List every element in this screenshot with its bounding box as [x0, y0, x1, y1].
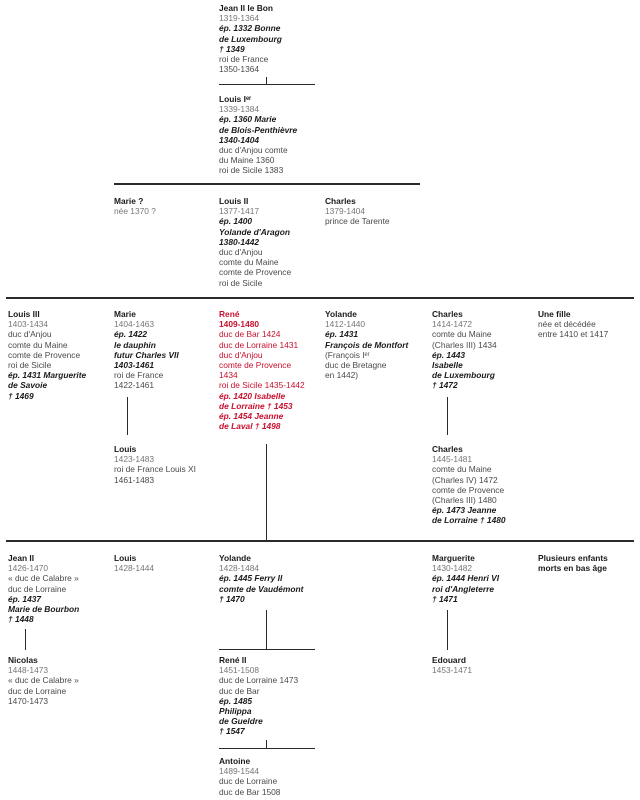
connector-rene-children	[266, 444, 267, 540]
person-line-spouse: François de Montfort	[325, 339, 409, 350]
person-line-title: duc de Lorraine 1473	[219, 675, 299, 686]
person-line-title: roi de France Louis XI	[114, 464, 196, 475]
person-louis-ii	[219, 196, 291, 288]
person-line-title: comte de Provence	[219, 360, 292, 371]
person-rene-ii	[219, 655, 298, 737]
person-line-dates: 1423-1483	[114, 454, 155, 465]
person-line-name: Edouard	[432, 655, 466, 665]
person-line-title: « duc de Calabre »	[8, 675, 79, 686]
person-line-title: comte du Maine	[219, 257, 279, 268]
person-line-spouse: ép. 1400	[219, 216, 253, 227]
person-line-title: roi de Sicile	[219, 277, 263, 288]
person-nicolas	[8, 655, 79, 706]
generation-line-2	[114, 183, 420, 185]
person-line-spouse: Isabelle	[432, 360, 463, 371]
person-line-name: Yolande	[325, 309, 357, 319]
person-line-spouse: de Blois-Penthièvre	[219, 124, 298, 135]
person-line-name: Louis II	[219, 196, 249, 206]
person-line-spouse: ép. 1420 Isabelle	[219, 390, 286, 401]
connector-yolande-rene2	[266, 610, 267, 650]
person-line-spouse: † 1448	[8, 614, 34, 625]
person-louis-iii	[8, 309, 86, 401]
person-line-title: née et décédée	[538, 319, 596, 330]
person-line-name: Nicolas	[8, 655, 38, 665]
person-line-dates: 1412-1440	[325, 319, 366, 330]
person-line-dates: 1445-1481	[432, 454, 473, 465]
person-line-title: « duc de Calabre »	[8, 573, 79, 584]
generation-line-4	[6, 540, 634, 542]
person-line-title: duc de Lorraine	[8, 583, 67, 594]
person-charles-comte-du-maine	[432, 309, 497, 391]
person-jean-ii-de-lorraine	[8, 553, 79, 624]
person-line-spouse: 1380-1442	[219, 236, 260, 247]
person-line-dates: 1426-1470	[8, 563, 49, 574]
person-line-spouse: de Luxembourg	[219, 33, 282, 44]
person-line-dates: 1404-1463	[114, 319, 155, 330]
person-line-spouse: de Gueldre	[219, 716, 263, 727]
person-line-spouse: ép. 1437	[8, 593, 42, 604]
connector-rene2-antoine	[266, 740, 267, 748]
person-louis-xi	[114, 444, 196, 485]
person-line-name: Louis	[114, 553, 137, 563]
person-line-spouse: † 1547	[219, 726, 245, 737]
connector-jean-louis	[219, 84, 315, 85]
person-line-spouse: ép. 1444 Henri VI	[432, 573, 500, 584]
person-line-dates: 1319-1364	[219, 13, 260, 24]
person-line-spouse: Philippa	[219, 706, 252, 717]
person-line-name: Antoine	[219, 756, 251, 766]
person-line-title: duc d'Anjou comte	[219, 145, 288, 156]
person-line-spouse: 1340-1404	[219, 134, 260, 145]
connector-yolande-rene2-h	[219, 649, 315, 650]
person-line-dates: 1451-1508	[219, 665, 260, 676]
person-line-title: 1461-1483	[114, 474, 155, 485]
person-jean-ii-le-bon	[219, 3, 282, 74]
person-line-dates: 1414-1472	[432, 319, 473, 330]
person-line-dates: née 1370 ?	[114, 206, 156, 217]
person-line-title: comte du Maine	[432, 464, 492, 475]
person-line-name: Louis	[114, 444, 137, 454]
person-rene-highlighted	[219, 309, 305, 431]
person-line-spouse: de Luxembourg	[432, 370, 495, 381]
person-line-spouse: † 1469	[8, 390, 34, 401]
person-line-title: (Charles III) 1434	[432, 339, 497, 350]
person-line-spouse: futur Charles VII	[114, 349, 179, 360]
person-line-spouse: Yolande d'Aragon	[219, 226, 291, 237]
person-line-spouse: de Lorraine † 1480	[432, 515, 506, 526]
person-line-spouse: ép. 1445 Ferry II	[219, 573, 283, 584]
person-line-title: roi de Sicile 1383	[219, 165, 284, 176]
person-line-dates: 1448-1473	[8, 665, 49, 676]
person-yolande-de-bretagne	[325, 309, 408, 380]
person-line-dates: 1403-1434	[8, 319, 49, 330]
person-line-title: comte de Provence	[8, 349, 81, 360]
person-line-name: Yolande	[219, 553, 251, 563]
person-louis-1428	[114, 553, 154, 573]
person-line-title: comte du Maine	[8, 339, 68, 350]
person-antoine	[219, 756, 280, 797]
person-line-name: Jean II	[8, 553, 35, 563]
person-line-spouse: ép. 1360 Marie	[219, 114, 277, 125]
person-line-dates: 1428-1444	[114, 563, 155, 574]
person-line-name: Louis III	[8, 309, 40, 319]
person-line-spouse: de Lorraine † 1453	[219, 400, 293, 411]
person-line-dates: 1489-1544	[219, 766, 260, 777]
person-line-title: roi de Sicile	[8, 360, 52, 371]
connector-rene2-antoine-h	[219, 748, 315, 749]
person-line-spouse: le dauphin	[114, 339, 156, 350]
person-line-name: 1409-1480	[219, 319, 260, 330]
person-line-title: duc de Bar	[219, 685, 260, 696]
note-plusieurs-enfants	[538, 553, 608, 573]
person-line-spouse: ép. 1473 Jeanne	[432, 505, 497, 516]
person-line-name: René II	[219, 655, 247, 665]
person-line-spouse: ép. 1431	[325, 329, 359, 340]
person-line-name: Louis Iᵉʳ	[219, 94, 252, 104]
person-line-name: Une fille	[538, 309, 571, 319]
person-line-spouse: ép. 1485	[219, 695, 253, 706]
person-line-spouse: ép. 1332 Bonne	[219, 23, 281, 34]
person-line-title: duc d'Anjou	[219, 247, 263, 258]
person-line-name: Charles	[325, 196, 356, 206]
person-line-title: roi de Sicile 1435-1442	[219, 380, 305, 391]
person-line-spouse: ép. 1454 Jeanne	[219, 411, 284, 422]
person-line-title: (Charles III) 1480	[432, 495, 497, 506]
person-line-title: comte de Provence	[219, 267, 292, 278]
person-line-spouse: de Laval † 1498	[219, 421, 281, 432]
person-line-spouse: ép. 1431 Marguerite	[8, 370, 87, 381]
person-line-title: (Charles IV) 1472	[432, 474, 498, 485]
person-line-name: Marie ?	[114, 196, 144, 206]
person-line-title: duc de Lorraine	[8, 685, 67, 696]
connector-jean-louis-v	[266, 77, 267, 85]
person-line-title: comte du Maine	[432, 329, 492, 340]
person-line-title: duc de Bar 1424	[219, 329, 281, 340]
person-line-title: du Maine 1360	[219, 155, 275, 166]
person-line-title: prince de Tarente	[325, 216, 390, 227]
person-line-title: duc de Bretagne	[325, 360, 387, 371]
person-line-name: morts en bas âge	[538, 563, 607, 574]
person-line-dates: 1379-1404	[325, 206, 366, 217]
person-line-title: duc de Lorraine 1431	[219, 339, 299, 350]
person-line-dates: 1453-1471	[432, 665, 473, 676]
person-line-title: en 1442)	[325, 370, 359, 381]
person-edouard	[432, 655, 472, 675]
person-line-title: duc de Bar 1508	[219, 786, 281, 797]
person-line-title: duc d'Anjou	[8, 329, 52, 340]
person-une-fille	[538, 309, 608, 340]
person-line-title: duc de Lorraine	[219, 776, 278, 787]
person-line-dates: 1377-1417	[219, 206, 260, 217]
person-line-spouse: roi d'Angleterre	[432, 583, 495, 594]
person-line-title: 1434	[219, 370, 238, 381]
connector-marguerite-edouard	[447, 610, 448, 650]
person-line-spouse: ép. 1422	[114, 329, 148, 340]
person-line-dates: 1339-1384	[219, 104, 260, 115]
connector-jean-nicolas	[25, 629, 26, 650]
person-line-spouse: de Savoie	[8, 380, 48, 391]
person-line-name: Marguerite	[432, 553, 475, 563]
generation-line-3	[6, 297, 634, 299]
person-louis-i	[219, 94, 297, 176]
person-charles-prince-de-tarente	[325, 196, 390, 227]
person-line-name: Charles	[432, 309, 463, 319]
person-line-title: duc d'Anjou	[219, 349, 263, 360]
person-line-dates: 1430-1482	[432, 563, 473, 574]
person-line-title: (François Iᵉʳ	[325, 349, 370, 360]
person-line-title: roi de France	[219, 54, 269, 65]
person-line-spouse: Marie de Bourbon	[8, 604, 80, 615]
person-line-name: Charles	[432, 444, 463, 454]
person-line-name: Marie	[114, 309, 136, 319]
person-line-title: entre 1410 et 1417	[538, 329, 609, 340]
person-line-title: roi de France	[114, 370, 164, 381]
person-yolande-de-vaudemont	[219, 553, 303, 604]
person-line-spouse: comte de Vaudémont	[219, 583, 304, 594]
person-line-name: Plusieurs enfants	[538, 553, 608, 563]
person-line-spouse: 1403-1461	[114, 360, 155, 371]
person-line-title: comte de Provence	[432, 484, 505, 495]
person-line-name: Jean II le Bon	[219, 3, 273, 13]
person-charles-iv-du-maine	[432, 444, 506, 526]
person-line-spouse: ép. 1443	[432, 349, 466, 360]
person-line-title: 1470-1473	[8, 695, 49, 706]
connector-marie-louis	[127, 397, 128, 435]
person-marie-dauphine	[114, 309, 179, 391]
connector-charles-charles	[447, 397, 448, 435]
person-line-name: René	[219, 309, 240, 319]
person-line-title: 1350-1364	[219, 64, 260, 75]
person-line-title: 1422-1461	[114, 380, 155, 391]
person-line-spouse: † 1472	[432, 380, 458, 391]
person-line-spouse: † 1349	[219, 43, 245, 54]
person-line-dates: 1428-1484	[219, 563, 260, 574]
person-marguerite-d-anjou	[432, 553, 499, 604]
person-marie	[114, 196, 156, 216]
person-line-spouse: † 1470	[219, 593, 245, 604]
person-line-spouse: † 1471	[432, 593, 458, 604]
